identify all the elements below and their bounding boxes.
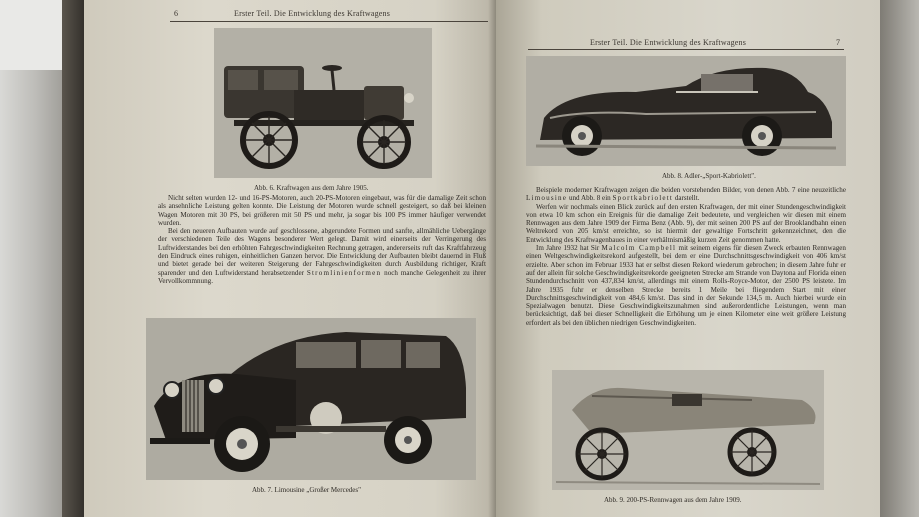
right-body-text — [526, 186, 846, 327]
left-page — [84, 0, 496, 517]
right-paragraph-2: Werfen wir nochmals einen Blick zurück auf den ersten Kraftwagen, der mit einer Stundengeschwindigkeit von etwa 10 km schon ein Ereignis für die damalige Zeit bedeutete, und vergleichen wir diesen mit einem Rennwagen aus dem Jahre 1909 der Firma Benz (Abb. 9), der mit seinen 200 PS auf der Brooklandbahn einen Weltrekord von 205 km/st erreichte, so ist hiermit der gewaltige Fortschritt gekennzeichnet, den die Entwicklung des Kraftwagenbaues in einer verhältnismäßig kurzen Zeit genommen hatte. — [526, 202, 846, 244]
figure-8-photo — [526, 56, 846, 166]
right-page-number: 7 — [836, 38, 841, 47]
sportkabriolett-emphasis: Sportkabriolett — [612, 194, 674, 203]
vintage-car-1905-image — [214, 28, 432, 178]
right-page — [496, 0, 880, 517]
race-car-1909-image — [552, 370, 824, 490]
figure-9-caption: Abb. 9. 200-PS-Rennwagen aus dem Jahre 1909. — [604, 496, 742, 504]
left-body-text — [158, 194, 486, 285]
figure-8-caption: Abb. 8. Adler-„Sport-Kabriolett". — [662, 172, 756, 180]
left-paragraph-1: Nicht selten wurden 12- und 16-PS-Motoren, auch 20-PS-Motoren eingebaut, was für die damalige Zeit schon als ansehnliche Leistung gelten konnte. Die Leistung der Motoren wurde schnell gesteigert, so daß bei kleinen Wagen Motoren mit 30 PS, bei größeren mit 50 PS und mehr, ja sogar bis 100 PS immer häufiger verwendet wurden. — [158, 194, 486, 227]
right-paragraph-1 — [526, 186, 846, 203]
left-paragraph-2 — [158, 227, 486, 285]
left-page-number: 6 — [174, 9, 179, 18]
figure-6-photo — [214, 28, 432, 178]
stromlinienformen-emphasis: Stromlinienformen — [306, 268, 382, 277]
adler-sport-cabriolet-image — [526, 56, 846, 166]
left-running-head: Erster Teil. Die Entwicklung des Kraftwagens — [234, 9, 391, 18]
limousine-mercedes-image — [146, 318, 476, 480]
figure-9-photo — [552, 370, 824, 490]
right-paragraph-3-b: mit seinem eigens für diesen Zweck erbauten Rennwagen einen Weltgeschwindigkeitsrekord aufgestellt, bei dem er eine Durchschnittsgeschwindigkeit von 406 km/st erzielte. Aber schon im Februar 1933 hat er selbst diesen Rekord wiederum gebrochen; in diesem Jahre fuhr er auf der allein für solche Geschwindigkeitsrekorde geeigneten Strecke am Strande von Daytona auf Florida einen Stundendurchschnitt von 437,834 km/st, allerdings mit einem Rolls-Royce-Motor, der 2500 PS leistete. Im Jahre 1935 fuhr er denselben Strecke bereits 1 Meile bei fliegendem Start mit einer Durchschnittsgeschwindigkeit von 484,6 km/st. Das sind in der Sekunde 134,5 m. Auch hierbei wurde ein Spezialwagen benutzt. Diese Geschwindigkeitszunahmen sind außerordentliche Leistungen, wenn man berücksichtigt, daß bei dieser Schnelligkeit die Erhöhung um je einen Kilometer eine weit größere Leistung erfordert als bei den üblichen niedrigen Geschwindigkeiten. — [526, 244, 846, 327]
limousine-emphasis: Limousine — [526, 194, 568, 203]
figure-7-photo — [146, 318, 476, 480]
figure-7-caption: Abb. 7. Limousine „Großer Mercedes" — [252, 486, 361, 494]
left-paragraph-2-end: noch manche Gelegenheit zu ihrer Vervollkommnung. — [158, 268, 486, 285]
left-paragraph-2-start: Bei den neueren Aufbauten wurde auf geschlossene, abgerundete Formen und sanfte, allmähliche Uebergänge der verschiedenen Teile des Wagens besonderer Wert gelegt. Damit wird einerseits der Verringerung des Luftwiderstandes bei den erhöhten Fahrgeschwindigkeiten Rechnung getragen, andererseits ruft das Kraftfahrzeug den Eindruck eines ruhigen, einheitlichen Ganzen hervor. Die Entwicklung der Aufbauten bleibt dauernd in Fluß und bietet gerade bei der weiteren Steigerung der Fahrgeschwindigkeiten durch Ausbildung richtiger, Kraft sparender und den Luftwiderstand herabsetzender — [158, 227, 486, 277]
right-paragraph-3-a: Im Jahre 1932 hat Sir — [536, 244, 600, 253]
right-paragraph-1-a: Beispiele moderner Kraftwagen zeigen die beiden vorstehenden Bilder, von denen Abb. 7 eine neuzeitliche — [536, 186, 846, 194]
malcolm-campbell-emphasis: Malcolm Campbell — [601, 244, 677, 253]
right-paragraph-1-c: darstellt. — [674, 194, 700, 203]
background-right — [879, 0, 919, 517]
right-paragraph-3 — [526, 244, 846, 327]
right-header-rule — [528, 49, 844, 50]
left-header-rule — [170, 21, 488, 22]
right-paragraph-1-b: und Abb. 8 ein — [568, 194, 611, 203]
figure-6-caption: Abb. 6. Kraftwagen aus dem Jahre 1905. — [254, 184, 369, 192]
right-running-head: Erster Teil. Die Entwicklung des Kraftwagens — [590, 38, 747, 47]
